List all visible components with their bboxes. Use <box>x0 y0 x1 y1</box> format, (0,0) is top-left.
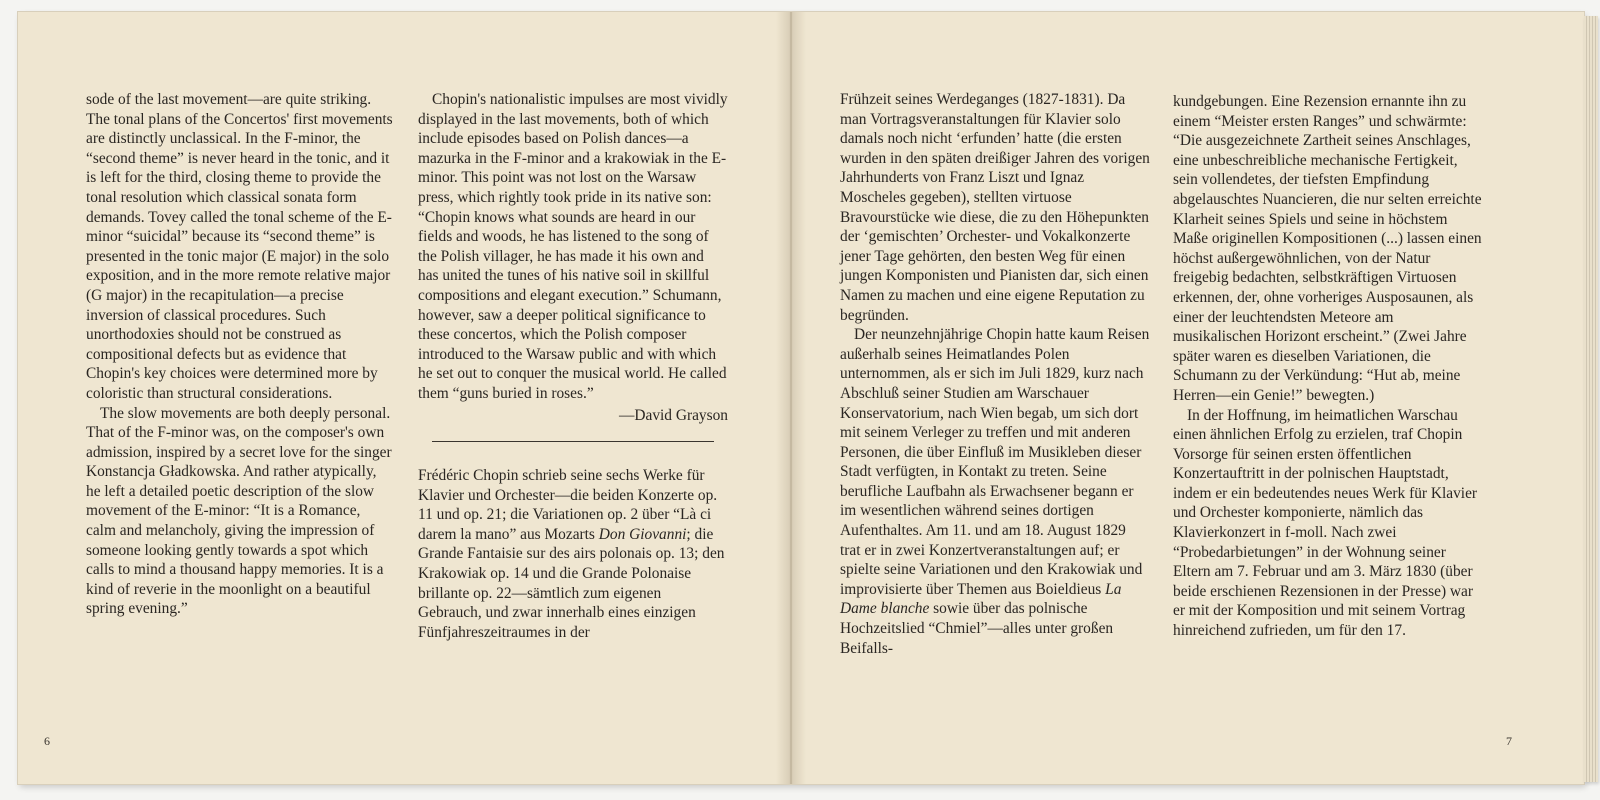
left-page-column-2 <box>418 90 728 642</box>
page-number-left: 6 <box>44 734 50 748</box>
page-number-right: 7 <box>1506 734 1512 748</box>
right-page-column-1 <box>840 90 1150 658</box>
book-gutter <box>776 12 806 784</box>
work-title: Don Giovanni <box>598 525 687 543</box>
booklet-spread <box>18 12 1584 784</box>
author-signature: —David Grayson <box>619 406 728 424</box>
work-title: La Dame blanche <box>840 580 1122 618</box>
paragraph: In der Hoffnung, im heimatlichen Warschau einen ähnlichen Erfolg zu erzielen, traf Chopin Vorsorge für seinen ersten öffentlichen Konzertauftritt in der polnischen Hauptstadt, indem er ein bedeutendes neues Werk für Klavier und Orchester komponierte, nämlich das Klavierkonzert in f-moll. Nach zwei “Probedarbietungen” in der Wohnung seiner Eltern am 7. Februar und am 3. März 1830 (über beide erschienen Rezensionen in der Presse) war er mit der Komposition und mit seinem Vortrag hinreichend zufrieden, um für den 17. <box>1173 406 1478 640</box>
right-page-column-2 <box>1173 92 1485 641</box>
paragraph: sode of the last movement—are quite striking. The tonal plans of the Concertos' first movements are distinctly unclassical. In the F-minor, the “second theme” is never heard in the tonic, and it is left for the third, closing theme to provide the tonal resolution which classical sonata form demands. Tovey called the tonal scheme of the E-minor “suicidal” because its “second theme” is presented in the tonic major (E major) in the solo exposition, and in the more remote relative major (G major) in the recapitulation—a precise inversion of classical procedures. Such unorthodoxies should not be construed as compositional defects but as evidence that Chopin's key choices were determined more by coloristic than structural considerations. <box>86 91 393 402</box>
paragraph: Der neunzehnjährige Chopin hatte kaum Reisen außerhalb seines Heimatlandes Polen unternommen, als er sich im Juli 1829, kurz nach Abschluß seiner Studien am Warschauer Konservatorium, nach Wien begab, um sich dort mit seinem Verleger zu treffen und mit anderen Personen, die über Einfluß im Musikleben dieser Stadt verfügten, in Kontakt zu treten. Seine berufliche Laufbahn als Erwachsener begann er im wesentlichen während seines dortigen Aufenthaltes. Am 11. und am 18. August 1829 trat er in zwei Konzertveranstaltungen auf; er spielte seine Variationen und den Krakowiak und improvisierte über Themen aus Boieldieus La Dame blanche sowie über das polnische Hochzeitslied “Chmiel”—alles unter großen Beifalls- <box>840 326 1150 657</box>
page-edges <box>1584 16 1598 782</box>
section-divider <box>432 441 714 442</box>
paragraph: Chopin's nationalistic impulses are most vividly displayed in the last movements, both of which include episodes based on Polish dances—a mazurka in the F-minor and a krakowiak in the E-minor. This point was not lost on the Warsaw press, which rightly took pride in its native son: “Chopin knows what sounds are heard in our fields and woods, he has listened to the song of the Polish villager, he has made it his own and has united the tunes of his native soil in skillful compositions and elegant execution.” Schumann, however, saw a deeper political significance to these concertos, which the Polish composer introduced to the Warsaw public and with which he set out to conquer the musical world. He called them “guns buried in roses.” <box>418 91 728 402</box>
paragraph: The slow movements are both deeply personal. That of the F-minor was, on the composer's own admission, inspired by a secret love for the singer Konstancja Gładkowska. And rather atypically, he left a detailed poetic description of the slow movement of the E-minor: “It is a Romance, calm and melancholy, giving the impression of someone looking gently towards a spot which calls to mind a thousand happy memories. It is a kind of reverie in the moonlight on a beautiful spring evening.” <box>86 404 392 618</box>
paragraph: kundgebungen. Eine Rezension ernannte ihn zu einem “Meister ersten Ranges” und schwärmte: “Die ausgezeichnete Zartheit seines Anschlages, eine unbeschreibliche mechanische Fertigkeit, sein vollendetes, der tiefsten Empfindung abgelauschtes Nuancieren, die nur selten erreichte Klarheit seines Spiels und seine in höchstem Maße originellen Kompositionen (...) lassen einen höchst außergewöhnlichen, von der Natur freigebig bedachten, selbstkräftigen Virtuosen erkennen, der, ohne vorheriges Ausposaunen, als einer der leuchtendsten Meteore am musikalischen Horizont erscheint.” (Zwei Jahre später waren es dieselben Variationen, die Schumann zu der Verkündung: “Hut ab, meine Herren—ein Genie!” bewegten.) <box>1173 93 1482 404</box>
paragraph-german: Frédéric Chopin schrieb seine sechs Werke für Klavier und Orchester—die beiden Konzerte op. 11 und op. 21; die Variationen op. 2 über “Là ci darem la mano” aus Mozarts Don Giovanni; die Grande Fantaisie sur des airs polonais op. 13; den Krakowiak op. 14 und die Grande Polonaise brillante op. 22—sämtlich zum eigenen Gebrauch, und zwar innerhalb eines einzigen Fünfjahreszeitraumes in der <box>418 467 725 641</box>
paragraph: Frühzeit seines Werdeganges (1827-1831). Da man Vortragsveranstaltungen für Klavier solo damals noch nicht ‘erfunden’ hatte (die ersten wurden in den späten dreißiger Jahren des vorigen Jahrhunderts von Franz Liszt und Ignaz Moscheles gegeben), stellten virtuose Bravourstücke wie diese, die zu den Höhepunkten der ‘gemischten’ Orchester- und Vokalkonzerte jener Tage gehörten, den besten Weg für einen jungen Komponisten und Pianisten dar, sich einen Namen zu machen und eine eigene Reputation zu begründen. <box>840 91 1150 324</box>
left-page-column-1 <box>86 90 394 619</box>
